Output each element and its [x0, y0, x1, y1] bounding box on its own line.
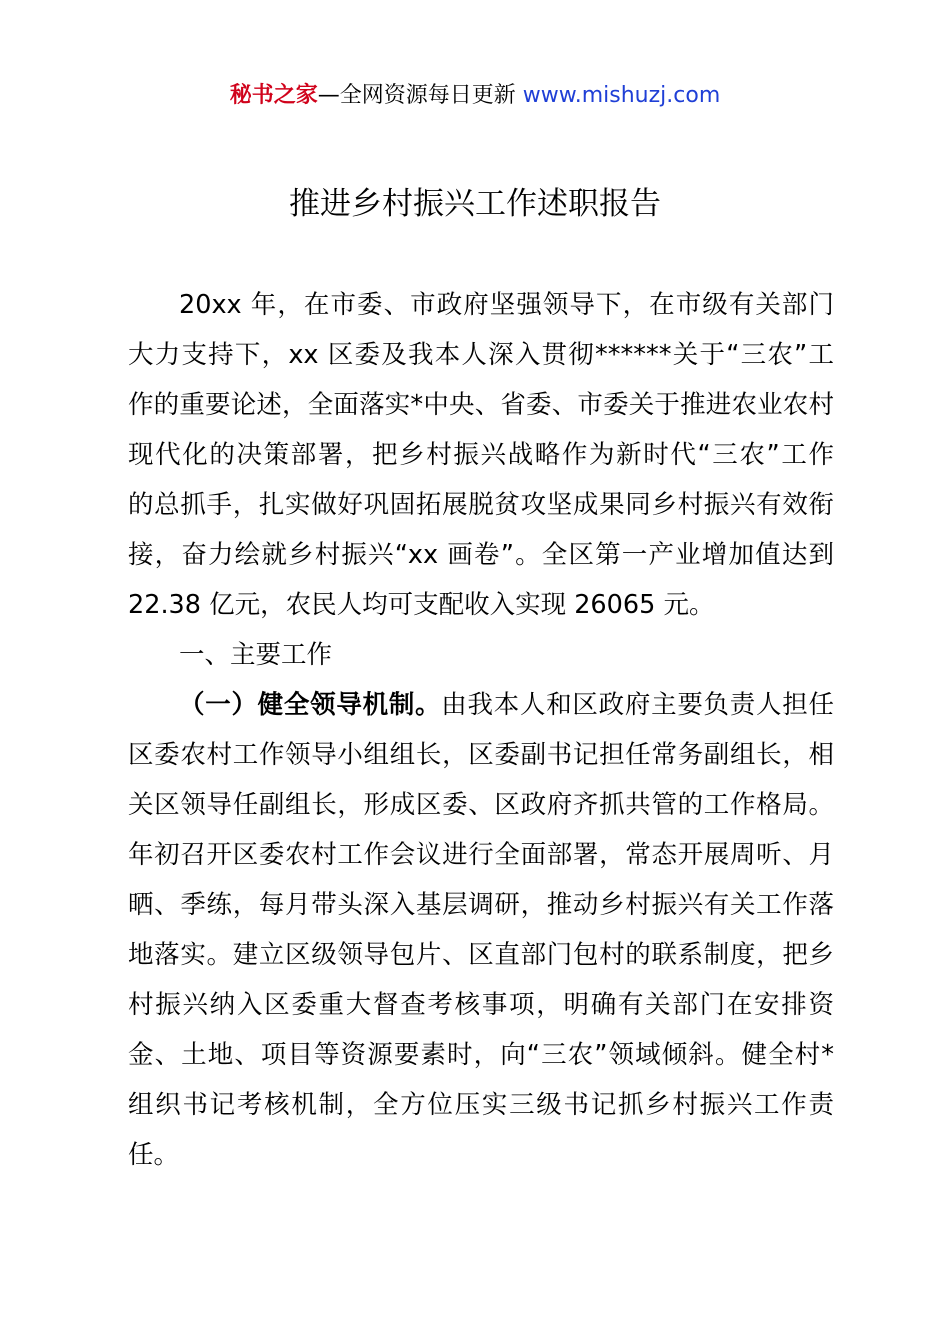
- text-line: 区委农村工作领导小组组长，区委副书记担任常务副组长，相: [128, 740, 834, 770]
- text-line: 接，奋力绘就乡村振兴“xx 画卷”。全区第一产业增加值达到: [128, 540, 834, 570]
- text-line: 作的重要论述，全面落实*中央、省委、市委关于推进农业农村: [128, 390, 834, 420]
- section-heading: 一、主要工作: [179, 640, 333, 670]
- text-line: 现代化的决策部署，把乡村振兴战略作为新时代“三农”工作: [128, 440, 834, 470]
- text-line: 的总抓手，扎实做好巩固拓展脱贫攻坚成果同乡村振兴有效衔: [128, 490, 834, 520]
- text-line: [128, 680, 834, 730]
- text-line: 晒、季练，每月带头深入基层调研，推动乡村振兴有关工作落: [128, 890, 834, 920]
- text-line: 22.38 亿元，农民人均可支配收入实现 26065 元。: [128, 590, 715, 620]
- subsection-heading: （一）健全领导机制。: [179, 690, 442, 720]
- text-line: 大力支持下，xx 区委及我本人深入贯彻******关于“三农”工: [128, 340, 834, 370]
- paragraph-intro: [128, 280, 834, 630]
- text-fragment: 由我本人和区政府主要负责人担任: [441, 690, 834, 720]
- text-line: 组织书记考核机制，全方位压实三级书记抓乡村振兴工作责: [128, 1090, 834, 1120]
- text-line: 年初召开区委农村工作会议进行全面部署，常态开展周听、月: [128, 840, 834, 870]
- document-title: 推进乡村振兴工作述职报告: [289, 186, 661, 222]
- text-line: 村振兴纳入区委重大督查考核事项，明确有关部门在安排资: [128, 990, 834, 1020]
- text-line: 金、土地、项目等资源要素时，向“三农”领域倾斜。健全村*: [128, 1040, 834, 1070]
- text-line: 地落实。建立区级领导包片、区直部门包村的联系制度，把乡: [128, 940, 834, 970]
- header-slogan: —全网资源每日更新: [317, 83, 523, 108]
- text-line: 关区领导任副组长，形成区委、区政府齐抓共管的工作格局。: [128, 790, 834, 820]
- document-body: [128, 280, 834, 1180]
- paragraph-leadership: [128, 680, 834, 1180]
- text-line: 20xx 年，在市委、市政府坚强领导下，在市级有关部门: [179, 290, 834, 320]
- page-header: [0, 80, 950, 112]
- site-url-link[interactable]: www.mishuzj.com: [522, 83, 721, 108]
- brand-name: 秘书之家: [229, 83, 318, 108]
- text-line: 任。: [128, 1140, 180, 1170]
